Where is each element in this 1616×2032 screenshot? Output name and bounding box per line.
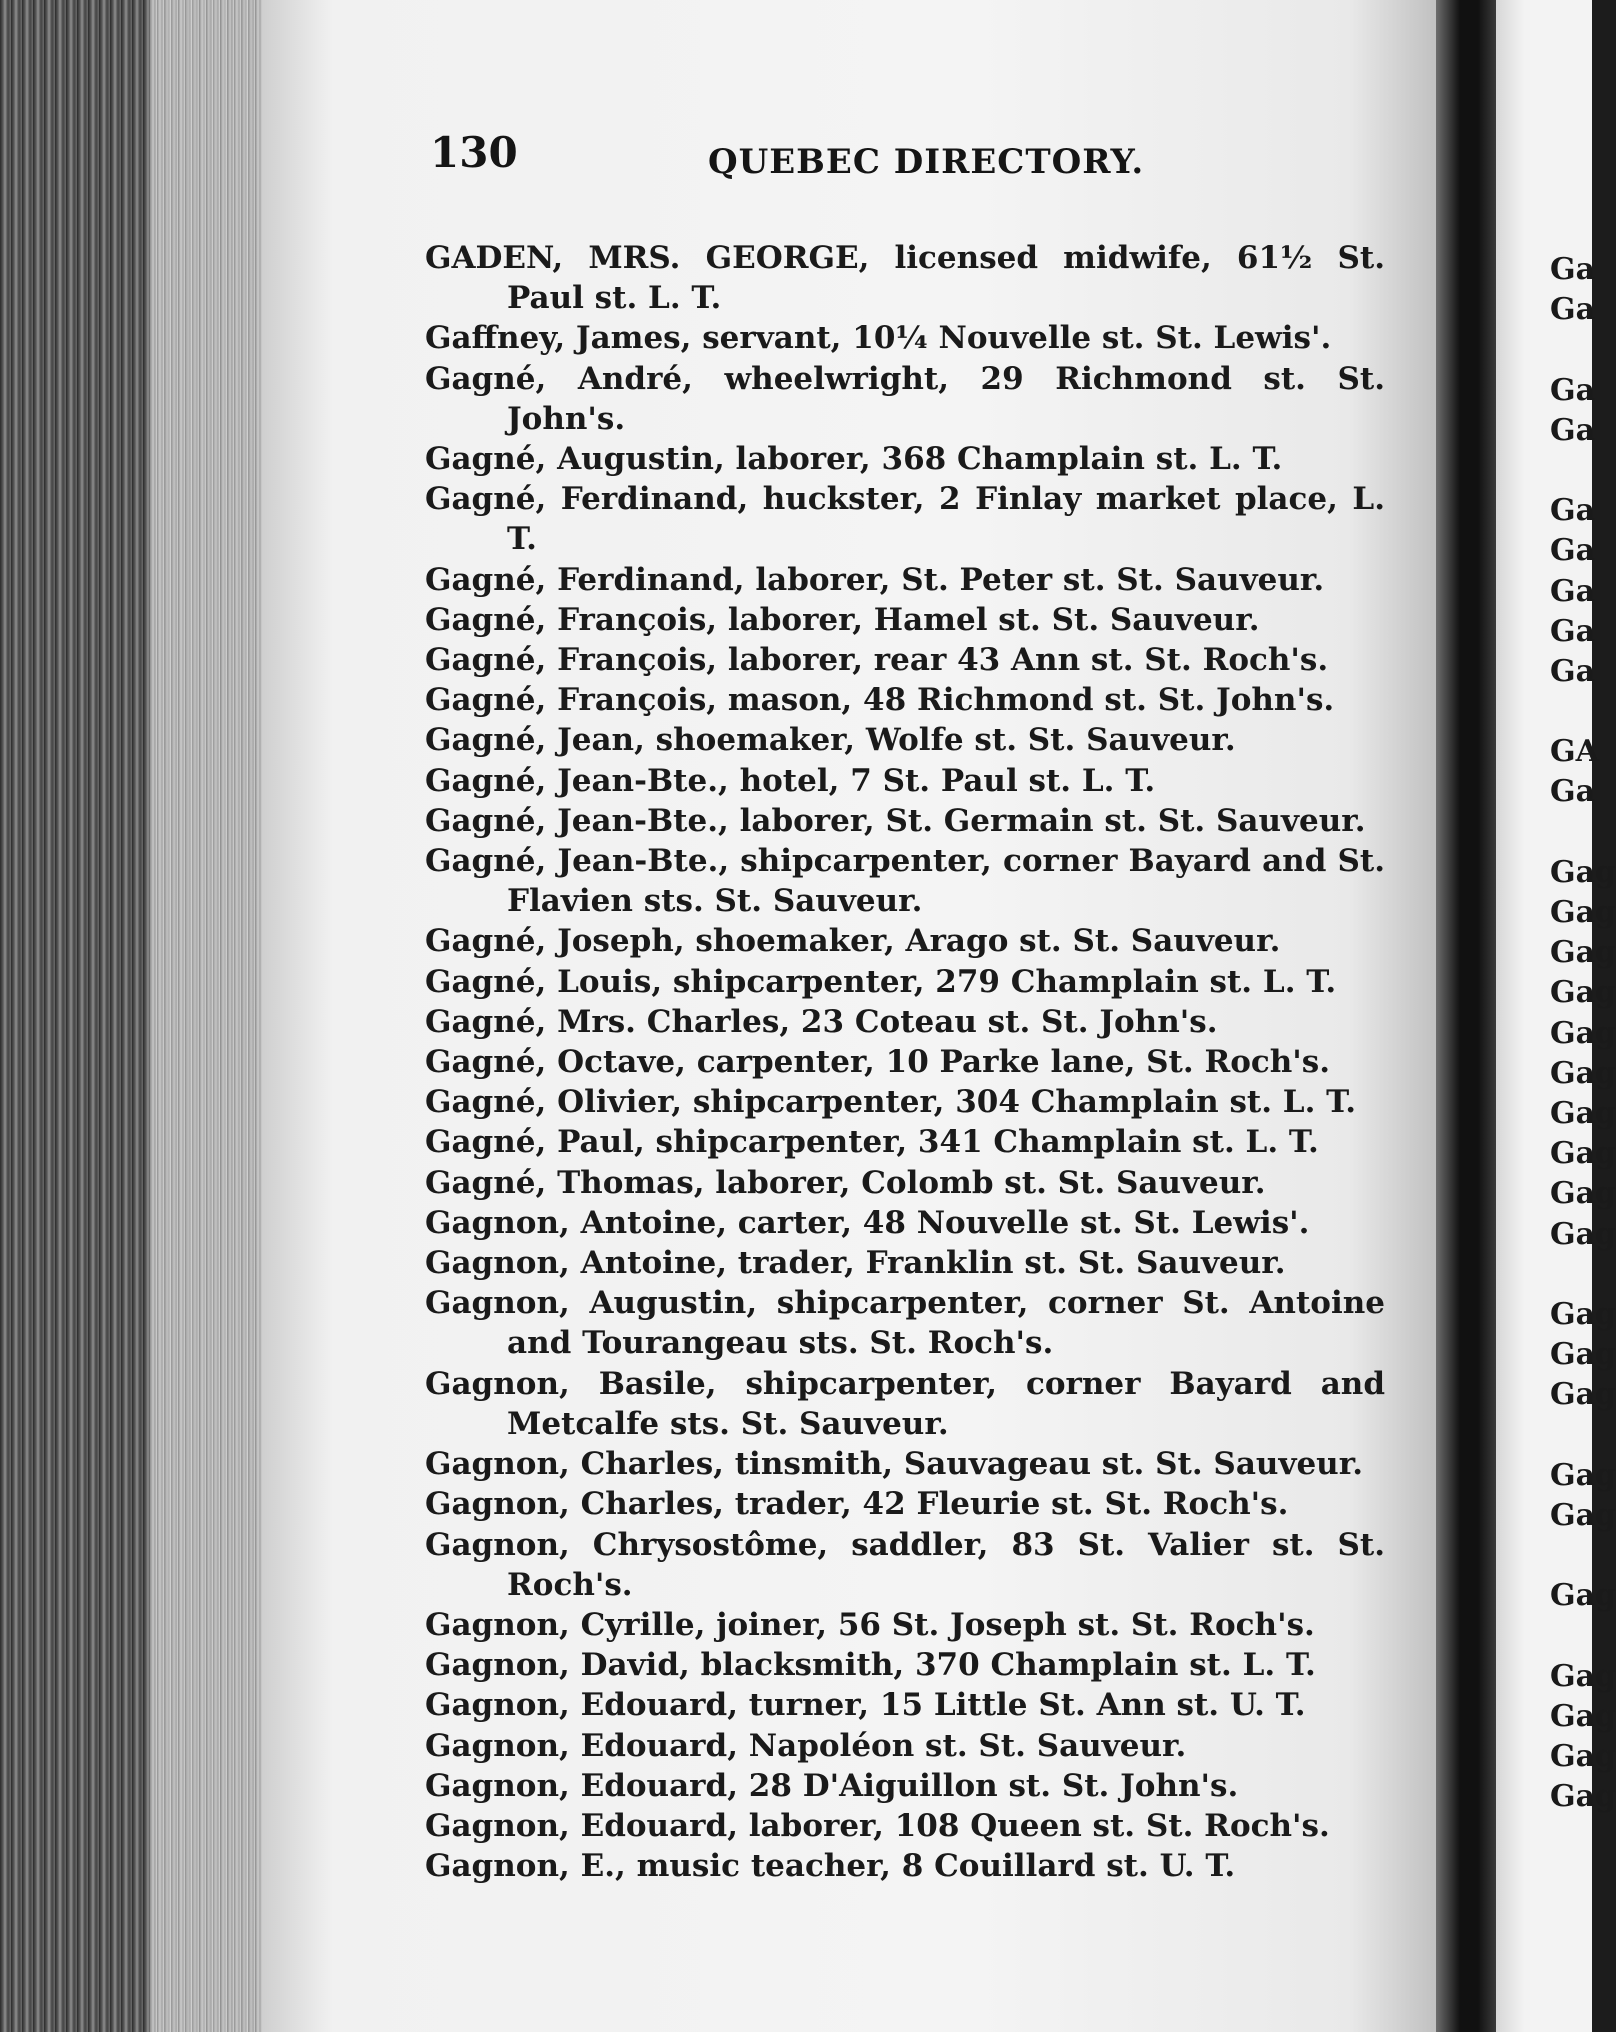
facing-page-stub: Ga — [1550, 252, 1596, 287]
facing-page-stub — [1550, 1255, 1610, 1295]
facing-page-stub — [1550, 1415, 1610, 1455]
facing-page-stub: Gag — [1550, 1578, 1616, 1614]
facing-page-stub: Gag — [1550, 1738, 1616, 1774]
directory-entry: Gagnon, Edouard, Napoléon st. St. Sauveur. — [425, 1727, 1187, 1764]
facing-page-stub: Ga — [1550, 613, 1596, 649]
facing-page-stub: Gag — [1550, 1497, 1616, 1533]
directory-entry: Gagnon, Antoine, trader, Franklin st. St. Sauveur. — [425, 1245, 1286, 1282]
directory-entry: Gagnon, Augustin, shipcarpenter, corner St. Antoine and Tourangeau sts. St. Roch's. — [425, 1285, 1385, 1362]
directory-entry: Gagné, Louis, shipcarpenter, 279 Champlain st. L. T. — [425, 963, 1337, 1000]
directory-entry: Gagné, François, laborer, Hamel st. St. Sauveur. — [425, 601, 1260, 638]
facing-page-stub: Gag — [1550, 1055, 1616, 1091]
facing-page-stub — [1550, 1616, 1610, 1656]
facing-page-stub — [1550, 330, 1610, 370]
page-header — [430, 128, 1390, 188]
facing-page-stub: Gag — [1550, 975, 1616, 1011]
directory-entry: Gagné, Jean-Bte., hotel, 7 St. Paul st. L. T. — [425, 762, 1156, 799]
page-number: 130 — [430, 128, 518, 177]
directory-entry: Gagnon, Antoine, carter, 48 Nouvelle st. St. Lewis'. — [425, 1204, 1310, 1241]
facing-page-stub: Gag — [1550, 1296, 1616, 1332]
facing-page-stub: GA — [1550, 734, 1599, 770]
facing-page-stub: Ga — [1550, 774, 1596, 810]
facing-page-stub: Gag — [1550, 1136, 1616, 1172]
facing-page-stub: Gag — [1550, 935, 1616, 971]
facing-page-stub: Gag — [1550, 1176, 1616, 1212]
directory-entry: Gagnon, Edouard, 28 D'Aiguillon st. St. John's. — [425, 1767, 1239, 1804]
facing-page-stub: Ga — [1550, 412, 1596, 448]
directory-entry: Gagnon, Chrysostôme, saddler, 83 St. Valier st. St. Roch's. — [425, 1526, 1385, 1603]
directory-entry: Gagnon, Charles, trader, 42 Fleurie st. St. Roch's. — [425, 1486, 1289, 1523]
directory-entry: Gagnon, Cyrille, joiner, 56 St. Joseph st. St. Roch's. — [425, 1606, 1315, 1643]
directory-entry: Gagné, Jean-Bte., laborer, St. Germain st. St. Sauveur. — [425, 802, 1366, 839]
directory-entry: Gagnon, E., music teacher, 8 Couillard st. U. T. — [425, 1848, 1236, 1885]
directory-entry: Gagnon, Basile, shipcarpenter, corner Bayard and Metcalfe sts. St. Sauveur. — [425, 1365, 1385, 1442]
facing-page-stub: Ga — [1550, 292, 1596, 328]
directory-entry: Gagné, Mrs. Charles, 23 Coteau st. St. John's. — [425, 1003, 1218, 1040]
directory-entry: Gagné, Thomas, laborer, Colomb st. St. Sauveur. — [425, 1164, 1266, 1201]
directory-entry: Gagné, François, laborer, rear 43 Ann st. St. Roch's. — [425, 642, 1329, 679]
facing-page-stub: Gag — [1550, 1015, 1616, 1051]
directory-entry: Gagné, Ferdinand, laborer, St. Peter st. St. Sauveur. — [425, 561, 1325, 598]
facing-page-stub: Ga — [1550, 573, 1596, 609]
facing-page-stub: Gag — [1550, 1698, 1616, 1734]
facing-page-stub: Ga — [1550, 653, 1596, 689]
facing-page-stub — [1550, 813, 1610, 853]
facing-page-stub: Gag — [1550, 1779, 1616, 1815]
directory-entry: Gagné, Jean, shoemaker, Wolfe st. St. Sauveur. — [425, 722, 1236, 759]
directory-entries — [425, 238, 1385, 1886]
directory-entry: Gagné, Augustin, laborer, 368 Champlain st. L. T. — [425, 441, 1283, 478]
facing-page-entry-stubs — [1550, 250, 1616, 1817]
facing-page-stub: Ga — [1550, 372, 1596, 408]
directory-entry: Gagnon, Edouard, laborer, 108 Queen st. St. Roch's. — [425, 1807, 1330, 1844]
directory-entry: Gagnon, Edouard, turner, 15 Little St. Ann st. U. T. — [425, 1687, 1306, 1724]
directory-entry: Gagné, Ferdinand, huckster, 2 Finlay market place, L. T. — [425, 481, 1385, 558]
directory-entry: Gaffney, James, servant, 10¼ Nouvelle st. St. Lewis'. — [425, 320, 1332, 357]
facing-page-stub: Gag — [1550, 1216, 1616, 1252]
directory-entry: Gagné, Jean-Bte., shipcarpenter, corner Bayard and St. Flavien sts. St. Sauveur. — [425, 843, 1385, 920]
facing-page-stub: Gag — [1550, 1658, 1616, 1694]
book-gutter — [1436, 0, 1496, 2032]
facing-page-stub — [1550, 451, 1610, 491]
facing-page-stub — [1550, 1536, 1610, 1576]
directory-entry: Gagné, Olivier, shipcarpenter, 304 Champlain st. L. T. — [425, 1084, 1357, 1121]
directory-entry: GADEN, MRS. GEORGE, licensed midwife, 61½ St. Paul st. L. T. — [425, 240, 1385, 317]
facing-page-stub: Gag — [1550, 1457, 1616, 1493]
directory-entry: Gagné, André, wheelwright, 29 Richmond st. St. John's. — [425, 360, 1385, 437]
directory-entry: Gagné, Joseph, shoemaker, Arago st. St. Sauveur. — [425, 923, 1281, 960]
directory-entry: Gagnon, Charles, tinsmith, Sauvageau st. St. Sauveur. — [425, 1446, 1363, 1483]
facing-page-stub: Gag — [1550, 1095, 1616, 1131]
facing-page-stub: Ga — [1550, 493, 1596, 529]
running-title: QUEBEC DIRECTORY. — [708, 142, 1145, 182]
directory-entry: Gagnon, David, blacksmith, 370 Champlain st. L. T. — [425, 1647, 1316, 1684]
directory-entry: Gagné, François, mason, 48 Richmond st. St. John's. — [425, 682, 1335, 719]
book-page-edges-highlight — [150, 0, 270, 2032]
facing-page-stub: Gag — [1550, 854, 1616, 890]
directory-entry: Gagné, Paul, shipcarpenter, 341 Champlain st. L. T. — [425, 1124, 1319, 1161]
directory-entry: Gagné, Octave, carpenter, 10 Parke lane, St. Roch's. — [425, 1044, 1331, 1081]
facing-page-stub — [1550, 692, 1610, 732]
facing-page-stub: Gag — [1550, 895, 1616, 930]
facing-page-stub: Ga — [1550, 533, 1596, 569]
facing-page-stub: Gag — [1550, 1377, 1616, 1413]
facing-page-stub: Gag — [1550, 1337, 1616, 1373]
